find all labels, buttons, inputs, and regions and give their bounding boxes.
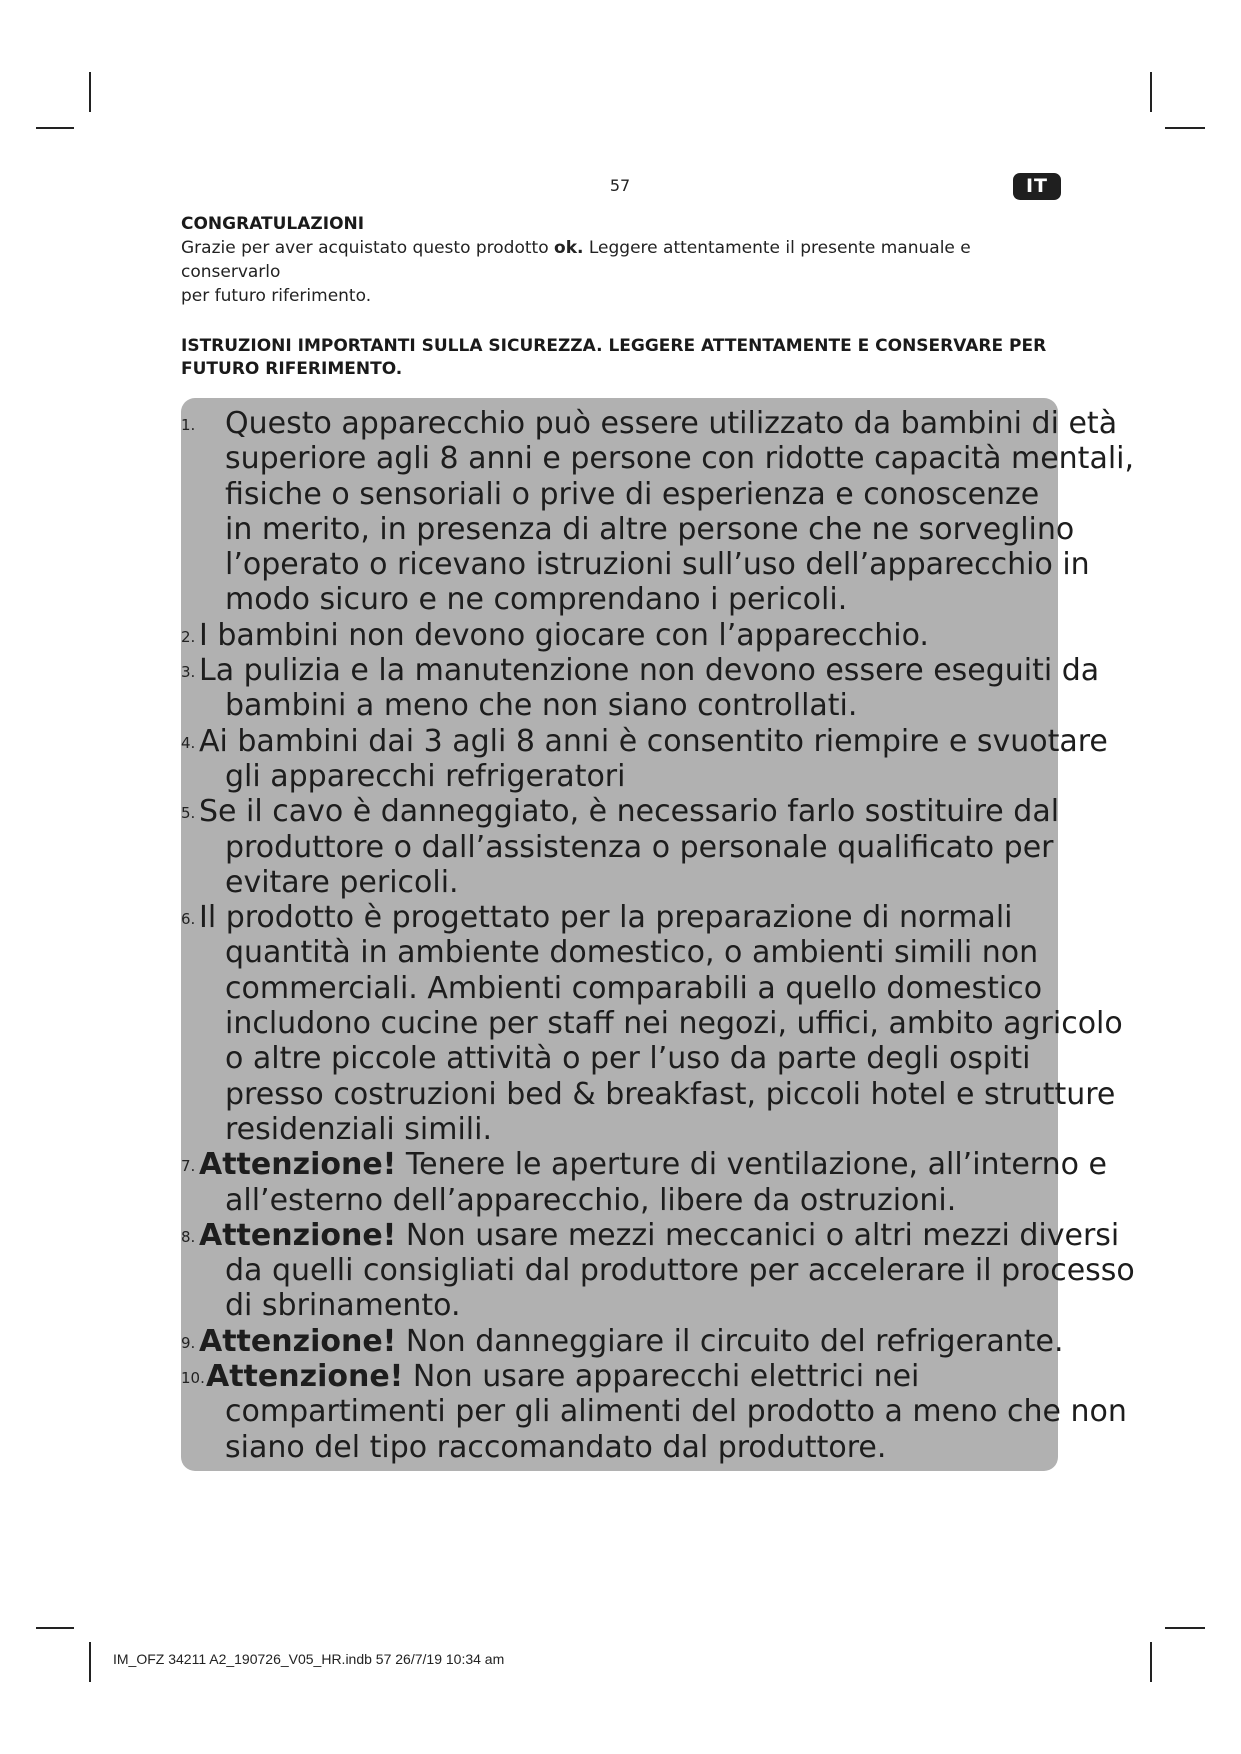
item-line: da quelli consigliati dal produttore per accelerare il processo (225, 1253, 1135, 1289)
crop-mark (1165, 1627, 1205, 1629)
item-line: Ai bambini dai 3 agli 8 anni è consentito riempire e svuotare (199, 723, 1108, 759)
crop-mark (89, 72, 91, 112)
brand-name: ok. (554, 238, 584, 258)
item-number: 3. (181, 663, 196, 682)
item-line: siano del tipo raccomandato dal produttore. (225, 1429, 887, 1465)
intro-text: per futuro riferimento. (181, 286, 372, 306)
item-line: fisiche o sensoriali o prive di esperienza e conoscenze (225, 476, 1040, 512)
instruction-item (181, 1147, 1107, 1218)
crop-mark (1165, 127, 1205, 129)
item-line: all’esterno dell’apparecchio, libere da ostruzioni. (225, 1182, 957, 1218)
item-line: modo sicuro e ne comprendano i pericoli. (225, 582, 848, 618)
item-text: Non danneggiare il circuito del refrigerante. (396, 1323, 1064, 1359)
safety-heading (181, 335, 1061, 381)
intro-text: Grazie per aver acquistato questo prodotto (181, 238, 555, 258)
item-line: l’operato o ricevano istruzioni sull’uso dell’apparecchio in (225, 547, 1090, 583)
instruction-item (181, 723, 1108, 795)
item-line: quantità in ambiente domestico, o ambienti simili non (225, 935, 1039, 971)
instruction-item (181, 1323, 1064, 1359)
safety-heading-line: ISTRUZIONI IMPORTANTI SULLA SICUREZZA. LEGGERE ATTENTAMENTE E CONSERVARE PER (181, 336, 1047, 356)
warning-label: Attenzione! (199, 1217, 397, 1253)
intro-text: Leggere attentamente il presente manuale e conservarlo (181, 238, 971, 282)
item-line: compartimenti per gli alimenti del prodotto a meno che non (225, 1394, 1127, 1430)
instruction-item (181, 794, 1058, 900)
item-line: di sbrinamento. (225, 1288, 461, 1324)
item-line: superiore agli 8 anni e persone con ridotte capacità mentali, (225, 441, 1135, 477)
item-line: evitare pericoli. (225, 864, 459, 900)
item-line (199, 1217, 1120, 1253)
crop-mark (1150, 72, 1152, 112)
item-line (206, 1359, 1050, 1394)
safety-heading-line: FUTURO RIFERIMENTO. (181, 359, 403, 379)
item-number: 10. (181, 1369, 205, 1388)
item-line: Se il cavo è danneggiato, è necessario farlo sostituire dal (199, 794, 1060, 830)
item-number: 8. (181, 1227, 196, 1246)
item-line: produttore o dall’assistenza o personale qualificato per (225, 829, 1054, 865)
item-number: 2. (181, 627, 196, 646)
item-line: Questo apparecchio può essere utilizzato da bambini di età (225, 406, 1118, 441)
crop-mark (89, 1642, 91, 1682)
warning-label: Attenzione! (206, 1359, 404, 1395)
warning-label: Attenzione! (199, 1323, 397, 1359)
item-line: La pulizia e la manutenzione non devono essere eseguiti da (199, 653, 1100, 689)
instruction-item (181, 653, 1100, 724)
instruction-item (181, 406, 1135, 618)
instruction-item (181, 900, 1123, 1147)
item-number: 7. (181, 1157, 196, 1176)
item-line: I bambini non devono giocare con l’apparecchio. (199, 617, 929, 653)
crop-mark (36, 1627, 74, 1629)
congratulations-title: CONGRATULAZIONI (181, 214, 365, 234)
item-line: commerciali. Ambienti comparabili a quello domestico (225, 970, 1043, 1006)
item-line: in merito, in presenza di altre persone che ne sorveglino (225, 511, 1075, 547)
item-line: residenziali simili. (225, 1111, 493, 1147)
item-number: 1. (181, 416, 196, 434)
item-line: bambini a meno che non siano controllati. (225, 688, 858, 724)
item-number: 6. (181, 910, 196, 929)
item-text: Non usare mezzi meccanici o altri mezzi diversi (396, 1217, 1120, 1253)
instruction-list (181, 398, 1135, 1465)
instruction-item (181, 1217, 1135, 1324)
item-number: 9. (181, 1333, 196, 1352)
item-text: Non usare apparecchi elettrici nei (403, 1359, 920, 1395)
page-number: 57 (609, 176, 631, 195)
language-badge: IT (1013, 173, 1061, 200)
item-line: includono cucine per staff nei negozi, uffici, ambito agricolo (225, 1006, 1123, 1042)
warning-label: Attenzione! (199, 1147, 397, 1183)
item-line: Il prodotto è progettato per la preparazione di normali (199, 900, 1013, 936)
instruction-item (181, 618, 1058, 653)
item-number: 5. (181, 804, 196, 823)
item-line: presso costruzioni bed & breakfast, piccoli hotel e strutture (225, 1076, 1116, 1112)
safety-instructions-panel (181, 398, 1135, 1471)
print-footer: IM_OFZ 34211 A2_190726_V05_HR.indb 57 26/7/19 10:34 am (113, 1651, 505, 1667)
crop-mark (36, 127, 74, 129)
crop-mark (1150, 1642, 1152, 1682)
instruction-item (181, 1359, 1127, 1465)
item-line (199, 1323, 1064, 1359)
item-line: o altre piccole attività o per l’uso da parte degli ospiti (225, 1041, 1031, 1077)
item-number: 4. (181, 733, 196, 752)
item-line (199, 1147, 1107, 1183)
item-line: gli apparecchi refrigeratori (225, 758, 626, 794)
intro-paragraph (181, 236, 1061, 308)
item-text: Tenere le aperture di ventilazione, all’interno e (396, 1147, 1107, 1183)
